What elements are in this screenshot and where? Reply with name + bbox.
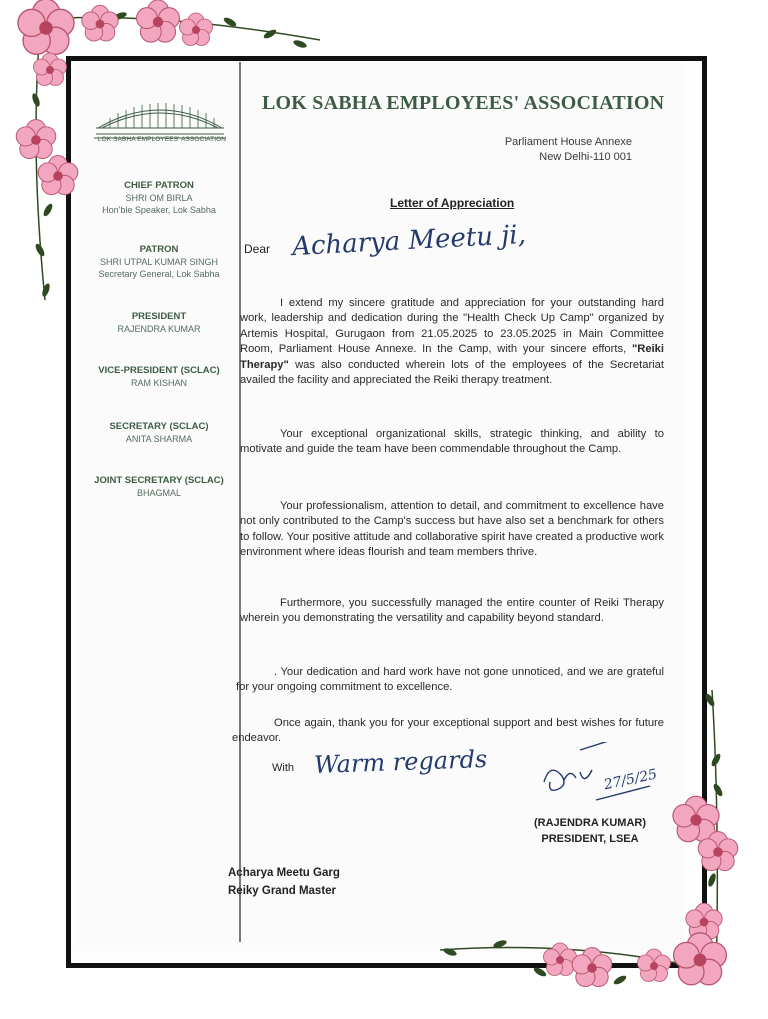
office-president bbox=[84, 311, 234, 335]
office-patron bbox=[84, 244, 234, 280]
sidebar bbox=[84, 82, 234, 942]
office-joint-secretary bbox=[84, 475, 234, 499]
paragraph-2: Your exceptional organizational skills, strategic thinking, and ability to motivate and guide the team have been commendable throughout the Camp. bbox=[240, 428, 664, 456]
recipient-block bbox=[228, 864, 340, 900]
signature-mark-icon bbox=[540, 742, 680, 812]
parliament-logo-icon bbox=[90, 88, 230, 158]
handwritten-addressee: Acharya Meetu ji, bbox=[291, 219, 527, 263]
office-role: SECRETARY (SCLAC) bbox=[109, 421, 209, 432]
address-line: Parliament House Annexe bbox=[504, 136, 632, 148]
letterhead-address bbox=[470, 135, 632, 165]
signer-block bbox=[520, 815, 660, 847]
office-role: CHIEF PATRON bbox=[124, 180, 194, 191]
office-vice-president bbox=[84, 365, 234, 389]
paragraph-6: Once again, thank you for your exceptional support and best wishes for future endeavor. bbox=[232, 717, 664, 745]
closing-printed: With bbox=[272, 762, 294, 774]
office-name: BHAGMAL bbox=[136, 488, 181, 498]
logo-caption: LOK SABHA EMPLOYEES' ASSOCIATION bbox=[97, 136, 227, 143]
paragraph-3: Your professionalism, attention to detail, and commitment to excellence have not only contributed to the Camp's success but have also set a benchmark for others to follow. Your positive attitude and collaborative spirit have created a productive work environment where ideas flourish and team members thrive. bbox=[240, 500, 664, 559]
office-role: PRESIDENT bbox=[131, 311, 187, 322]
office-name: SHRI UTPAL KUMAR SINGH bbox=[99, 257, 218, 267]
paragraph-text: was also conducted wherein lots of the employees of the Secretariat availed the facility and appreciated the Reiki therapy treatment. bbox=[240, 358, 664, 387]
office-detail: Secretary General, Lok Sabha bbox=[98, 269, 220, 279]
letter-subject: Letter of Appreciation bbox=[390, 196, 515, 210]
office-role: JOINT SECRETARY (SCLAC) bbox=[94, 475, 224, 486]
office-name: ANITA SHARMA bbox=[125, 434, 193, 444]
paragraph-1 bbox=[240, 296, 664, 388]
salutation: Dear bbox=[244, 242, 271, 256]
letterhead-title: LOK SABHA EMPLOYEES' ASSOCIATION bbox=[262, 92, 665, 114]
office-chief-patron bbox=[84, 180, 234, 216]
recipient-name: Acharya Meetu Garg bbox=[228, 867, 340, 879]
paragraph-4: Furthermore, you successfully managed the entire counter of Reiki Therapy wherein you demonstrating the versatility and capability beyond standard. bbox=[240, 597, 664, 625]
reiki-therapy-emphasis: "Reiki Therapy" bbox=[240, 343, 664, 371]
signer-title: PRESIDENT, LSEA bbox=[541, 833, 639, 845]
office-name: RAM KISHAN bbox=[130, 378, 187, 388]
paragraph-text: I extend my sincere gratitude and appreciation for your outstanding hard work, leadership and dedication during the "Health Check Up Camp" organized by Artemis Hospital, Gurugaon from 21.05.2025 to 23.05.2025 in Main Committee Room, Parliament House Annexe. In the Camp, with your sincere efforts, bbox=[240, 297, 664, 356]
office-role: PATRON bbox=[139, 244, 179, 255]
office-role: VICE-PRESIDENT (SCLAC) bbox=[98, 365, 220, 376]
handwritten-regards: Warm regards bbox=[313, 744, 488, 780]
office-name: SHRI OM BIRLA bbox=[125, 193, 193, 203]
office-secretary bbox=[84, 421, 234, 445]
signature-date: 27/5/25 bbox=[602, 766, 659, 794]
address-line: New Delhi-110 001 bbox=[539, 151, 632, 163]
paragraph-5: . Your dedication and hard work have not gone unnoticed, and we are grateful for your ongoing commitment to excellence. bbox=[236, 666, 664, 694]
office-detail: Hon'ble Speaker, Lok Sabha bbox=[102, 205, 216, 215]
office-name: RAJENDRA KUMAR bbox=[117, 324, 201, 334]
signer-name: (RAJENDRA KUMAR) bbox=[533, 817, 647, 829]
recipient-title: Reiky Grand Master bbox=[228, 885, 337, 897]
